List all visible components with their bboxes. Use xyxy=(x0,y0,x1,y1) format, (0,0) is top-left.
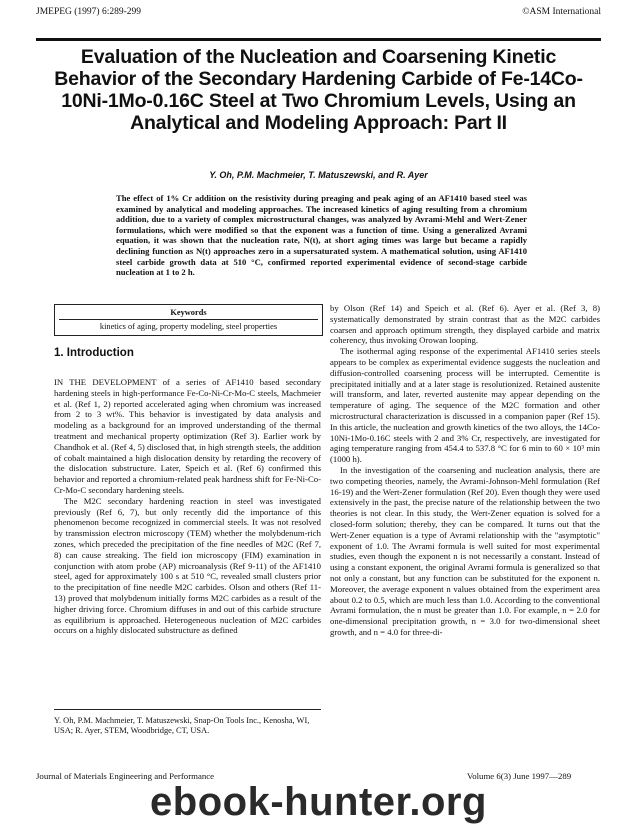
paragraph: The isothermal aging response of the experimental AF1410 series steels appears to be complex as experimental evidence suggests the nucleation and diffusion-controlled coarsening process will be interrupted. Cementite is precipitated initially and at a later stage is resolutionized. Retained austenite will transform, and later, reverted austenite may appear depending on the temperature of aging. The sequence of the M2C formation and other microstructural characterization is discussed in a companion paper (Ref 15). In this article, the nucleation and growth kinetics of the two alloys, the 14Co-10Ni-1Mo-0.16C steels with 2 and 3% Cr, respectively, are investigated for aging temperature ranging from 454.4 to 537.8 °C for 6 min to 60 × 10³ min (1000 h). xyxy=(330,346,600,465)
left-column xyxy=(54,377,321,636)
paragraph: by Olson (Ref 14) and Speich et al. (Ref 6). Ayer et al. (Ref 3, 8) systematically demonstrated by strain contrast that as the M2C carbides coarsen and approach optimum strength, they displayed carbide and matrix coherency, thus invoking Orowan looping. xyxy=(330,303,600,346)
section-heading: 1. Introduction xyxy=(54,347,134,359)
footer-issue: Volume 6(3) June 1997—289 xyxy=(467,771,572,781)
footer-journal: Journal of Materials Engineering and Performance xyxy=(36,771,215,781)
paragraph: IN THE DEVELOPMENT of a series of AF1410 based secondary hardening steels in high-performance Fe-Co-Ni-Cr-Mo-C steels, Machmeier et al. (Ref 1, 2) reported accelerated aging when chromium was increased from 2 to 3 wt%. This behavior is investigated by data analysis and modeling as a background for an improved understanding of the thermal treatment and mechanical property optimization (Ref 3). Earlier work by Chandhok et al. (Ref 4, 5) disclosed that, in high strength steels, the addition of cobalt maintained a high dislocation density by retarding the recovery of the dislocation substructure. Later, Speich et al. (Ref 6) confirmed this behavior and reported a chromium-related peak hardness shift for Fe-Ni-Co-Cr-Mo-C secondary hardening steels. xyxy=(54,377,321,495)
top-rule xyxy=(36,38,601,41)
footnote-rule xyxy=(54,709,321,710)
watermark: ebook-hunter.org xyxy=(150,780,487,824)
abstract: The effect of 1% Cr addition on the resistivity during preaging and peak aging of an AF1410 based steel was examined by analytical and modeling approaches. The increased kinetics of aging resulting from a chromium addition, due to a variety of complex microstructural changes, was analyzed by Avrami-Mehl and Wert-Zener formulations, which were modified so that the exponent was a function of time. Using a generalized Avrami equation, it was shown that the nucleation rate, N(t), at short aging times was large but became a rapidly declining function as N(t) approaches zero in a supersaturated system. A mathematical solution, using AF1410 steel carbide growth data at 510 °C, confirmed reported experimental evidence of second-stage carbide nucleation at 1 to 2 h. xyxy=(116,193,527,278)
author-affiliations: Y. Oh, P.M. Machmeier, T. Matuszewski, Snap-On Tools Inc., Kenosha, WI, USA; R. Ayer, STEM, Woodbridge, CT, USA. xyxy=(54,716,310,736)
keywords-heading: Keywords xyxy=(170,308,207,317)
paper-authors: Y. Oh, P.M. Machmeier, T. Matuszewski, and R. Ayer xyxy=(209,170,428,180)
journal-reference: JMEPEG (1997) 6:289-299 xyxy=(36,7,142,17)
paragraph: The M2C secondary hardening reaction in steel was investigated previously (Ref 6, 7), but only recently did the importance of this phenomenon become recognized in commercial steels. It was not resolved by transmission electron microscopy (TEM) whether the molybdenum-rich zones, which preceded the precipitation of the fine needles of M2C (Ref 7, 8) can cause streaking. The field ion microscopy (FIM) examination in conjunction with atom probe (AP) microanalysis (Ref 9-11) of the AF1410 steel, aged for approximately 100 s at 510 °C, revealed small clusters prior to the precipitation of fine needle M2C carbides. Olson and others (Ref 11-13) proved that molybdenum initially forms M2C carbides as a result of the higher driving force. Chromium diffuses in and out of this carbide structure as equilibrium is approached. Heterogeneous nucleation of M2C carbides occurs on a highly dislocated substructure as defined xyxy=(54,495,321,636)
paper-title: Evaluation of the Nucleation and Coarsening Kinetic Behavior of the Secondary Hardening Carbide of Fe-14Co-10Ni-1Mo-0.16C Steel at Two Chromium Levels, Using an Analytical and Modeling Approach: Part II xyxy=(54,46,583,134)
right-column xyxy=(330,303,600,638)
keywords-box xyxy=(54,304,323,336)
keywords-list: kinetics of aging, property modeling, steel properties xyxy=(59,319,318,331)
paragraph: In the investigation of the coarsening and nucleation analysis, there are two competing theories, namely, the Avrami-Johnson-Mehl formulation (Ref 16-19) and the Wert-Zener formulation (Ref 20). Even though they were used extensively in the past, the precise nature of the relationship between the two theories is not clear. In this study, the Wert-Zener equation is solved for a closed-form solution; thereby, they can be compared. It turns out that the Wert-Zener equation is a type of Avrami relationship with the "asymptotic" exponent of 1.0. The Avrami formula is well suited for most experimental studies, even though the exponent n is not necessarily a constant. Instead of using a constant exponent, the original Avrami formula is generalized so that not only a constant, but any function can be substituted for the exponent n. Moreover, the average exponent n values obtained from the experiment area about 0.2 to 0.5, which are much less than 1.0. According to the conventional Avrami formulation, the n must be greater than 1.0. For example, n = 2.0 for one-dimensional precipitation growth, n = 3.0 for two-dimensional sheet growth, and n = 4.0 for three-di- xyxy=(330,464,600,637)
publisher-copyright: ©ASM International xyxy=(522,7,601,17)
